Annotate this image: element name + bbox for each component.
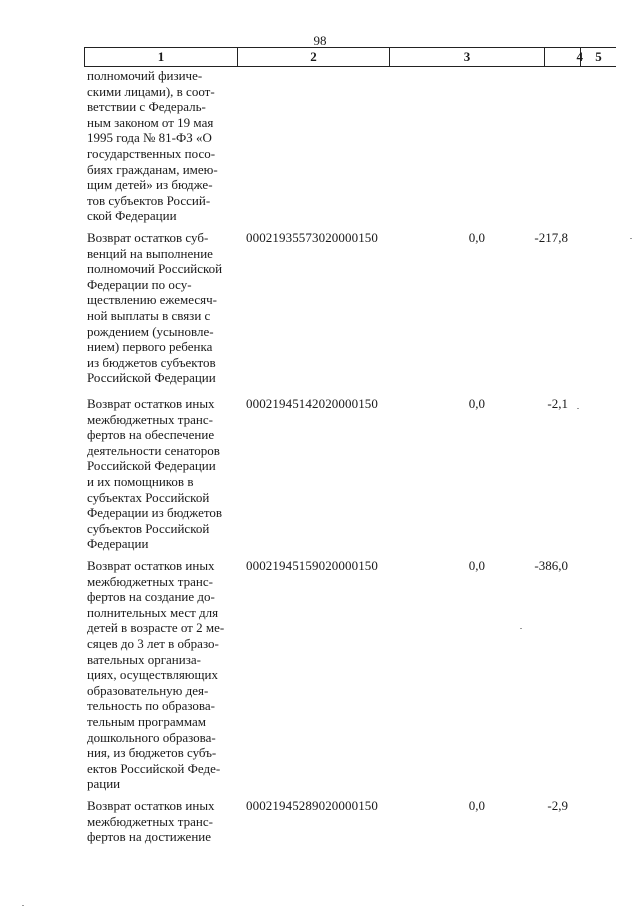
row-value-4: -2,9 [547,798,568,813]
header-col-3: 3 [390,48,545,66]
row-description: Возврат остатков иных межбюджетных транс- фертов на обеспечение деятельности сенаторов Российской Федерации и их помощников в субъектах Российской Федерации из бюджетов субъектов Российской Федерации [87,396,222,552]
row-code: 00021935573020000150 [246,230,378,245]
row-description: Возврат остатков иных межбюджетных транс- фертов на создание до- полнительных мест для детей в возрасте от 2 ме- сяцев до 3 лет в образо- вательных организа- циях, осуществляющих образовательную дея- тельность по образова- тельным программам дошкольного образова- ния, из бюджетов субъ- ектов Российской Феде- рации [87,558,225,792]
row-value-4: -2,1 [547,396,568,411]
row-value-4: -386,0 [534,558,568,573]
header-col-5: 5 [595,49,602,64]
row-code: 00021945159020000150 [246,558,378,573]
row-description: полномочий физиче- скими лицами), в соот- ветствии с Федераль- ным законом от 19 мая 1995 года № 81-ФЗ «О государственных посо- биях гражданам, имею- щим детей» из бюдже- тов субъектов Россий- ской Федерации [87,68,218,224]
row-description: Возврат остатков суб- венций на выполнение полномочий Российской Федерации по осу- ществлению ежемесяч- ной выплаты в связи с рождением (усыновле- нием) первого ребенка из бюджетов субъектов Российской Федерации [87,230,223,386]
header-col-4-label: 4 [576,49,583,64]
row-description: Возврат остатков иных межбюджетных транс- фертов на достижение [87,798,215,845]
row-value-3: 0,0 [468,230,485,245]
table-header [84,47,616,67]
page-number: 98 [313,33,327,48]
scan-speck [577,408,579,409]
row-value-4: -217,8 [534,230,568,245]
row-value-3: 0,0 [468,558,485,573]
row-value-3: 0,0 [468,396,485,411]
header-col-1: 1 [85,48,238,66]
header-col-4 [545,48,581,66]
scan-speck [22,905,24,906]
row-value-3: 0,0 [468,798,485,813]
row-code: 00021945289020000150 [246,798,378,813]
row-code: 00021945142020000150 [246,396,378,411]
scan-speck [630,238,632,239]
scan-speck [520,628,522,629]
header-col-2: 2 [238,48,390,66]
